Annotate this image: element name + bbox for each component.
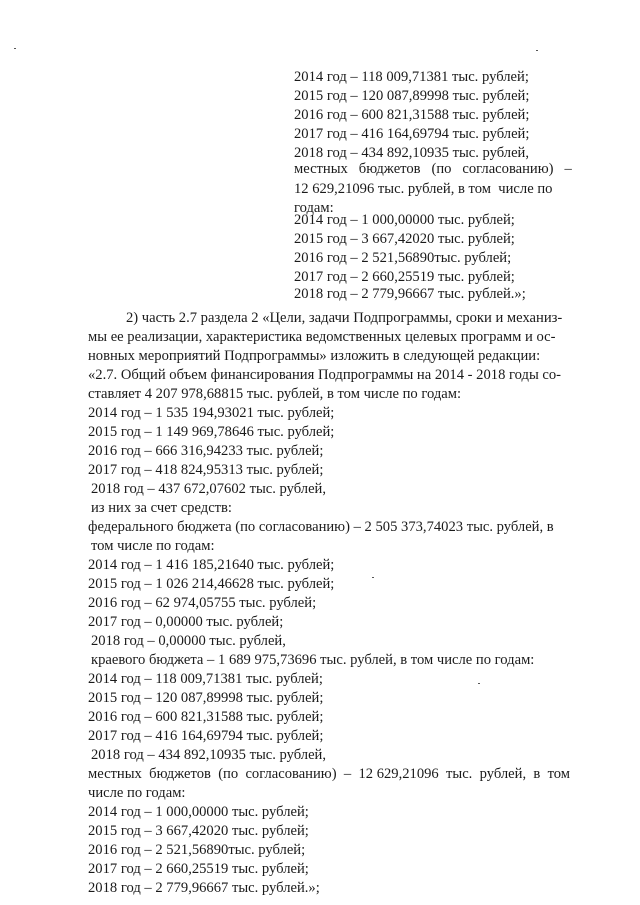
federal-year-line: 2018 год – 0,00000 тыс. рублей,: [91, 633, 286, 649]
top-year-line: 2014 год – 118 009,71381 тыс. рублей;: [294, 69, 529, 85]
scan-speck: [372, 577, 374, 578]
local-year-line: 2015 год – 3 667,42020 тыс. рублей;: [88, 823, 309, 839]
sources-intro: из них за счет средств:: [91, 500, 232, 516]
paragraph-line: 2) часть 2.7 раздела 2 «Цели, задачи Подпрограммы, сроки и механиз-: [126, 310, 563, 326]
paragraph-line: новных мероприятий Подпрограммы» изложить в следующей редакции:: [88, 348, 541, 364]
total-year-line: 2016 год – 666 316,94233 тыс. рублей;: [88, 443, 324, 459]
local-year-line: 2016 год – 2 521,56890тыс. рублей;: [88, 842, 306, 858]
top-year-line: 2017 год – 416 164,69794 тыс. рублей;: [294, 126, 530, 142]
regional-year-line: 2014 год – 118 009,71381 тыс. рублей;: [88, 671, 323, 687]
scan-speck: [14, 48, 16, 49]
top-local-year-line: 2017 год – 2 660,25519 тыс. рублей;: [294, 269, 515, 285]
regional-heading: краевого бюджета – 1 689 975,73696 тыс. рублей, в том числе по годам:: [91, 652, 535, 668]
total-year-line: 2015 год – 1 149 969,78646 тыс. рублей;: [88, 424, 335, 440]
top-year-line: 2015 год – 120 087,89998 тыс. рублей;: [294, 88, 530, 104]
total-year-line: 2014 год – 1 535 194,93021 тыс. рублей;: [88, 405, 335, 421]
local-heading: местных бюджетов (по согласованию) – 12 629,21096 тыс. рублей, в том: [88, 766, 571, 782]
regional-year-line: 2018 год – 434 892,10935 тыс. рублей,: [91, 747, 327, 763]
top-local-heading: местных бюджетов (по согласованию) –: [294, 161, 572, 177]
local-year-line: 2018 год – 2 779,96667 тыс. рублей.»;: [88, 880, 320, 896]
local-year-line: 2017 год – 2 660,25519 тыс. рублей;: [88, 861, 309, 877]
federal-heading: федерального бюджета (по согласованию) – 2 505 373,74023 тыс. рублей, в: [88, 519, 554, 535]
top-year-line: 2018 год – 434 892,10935 тыс. рублей,: [294, 145, 530, 161]
regional-year-line: 2016 год – 600 821,31588 тыс. рублей;: [88, 709, 324, 725]
federal-year-line: 2014 год – 1 416 185,21640 тыс. рублей;: [88, 557, 335, 573]
top-local-year-line: 2015 год – 3 667,42020 тыс. рублей;: [294, 231, 515, 247]
federal-year-line: 2017 год – 0,00000 тыс. рублей;: [88, 614, 284, 630]
paragraph-line: ставляет 4 207 978,68815 тыс. рублей, в том числе по годам:: [88, 386, 462, 402]
regional-year-line: 2015 год – 120 087,89998 тыс. рублей;: [88, 690, 324, 706]
federal-year-line: 2015 год – 1 026 214,46628 тыс. рублей;: [88, 576, 335, 592]
total-year-line: 2018 год – 437 672,07602 тыс. рублей,: [91, 481, 327, 497]
top-local-year-line: 2016 год – 2 521,56890тыс. рублей;: [294, 250, 512, 266]
scan-speck: [478, 683, 480, 684]
top-local-years-label: годам:: [294, 200, 334, 216]
total-year-line: 2017 год – 418 824,95313 тыс. рублей;: [88, 462, 324, 478]
top-local-year-line: 2018 год – 2 779,96667 тыс. рублей.»;: [294, 286, 526, 302]
local-year-line: 2014 год – 1 000,00000 тыс. рублей;: [88, 804, 309, 820]
top-local-amount: 12 629,21096 тыс. рублей, в том числе по: [294, 181, 553, 197]
scan-speck: [536, 50, 538, 51]
top-local-year-line: 2014 год – 1 000,00000 тыс. рублей;: [294, 212, 515, 228]
paragraph-line: мы ее реализации, характеристика ведомственных целевых программ и ос-: [88, 329, 556, 345]
local-years-label: числе по годам:: [88, 785, 186, 801]
federal-year-line: 2016 год – 62 974,05755 тыс. рублей;: [88, 595, 317, 611]
federal-years-label: том числе по годам:: [91, 538, 215, 554]
paragraph-line: «2.7. Общий объем финансирования Подпрограммы на 2014 - 2018 годы со-: [88, 367, 562, 383]
regional-year-line: 2017 год – 416 164,69794 тыс. рублей;: [88, 728, 324, 744]
top-year-line: 2016 год – 600 821,31588 тыс. рублей;: [294, 107, 530, 123]
